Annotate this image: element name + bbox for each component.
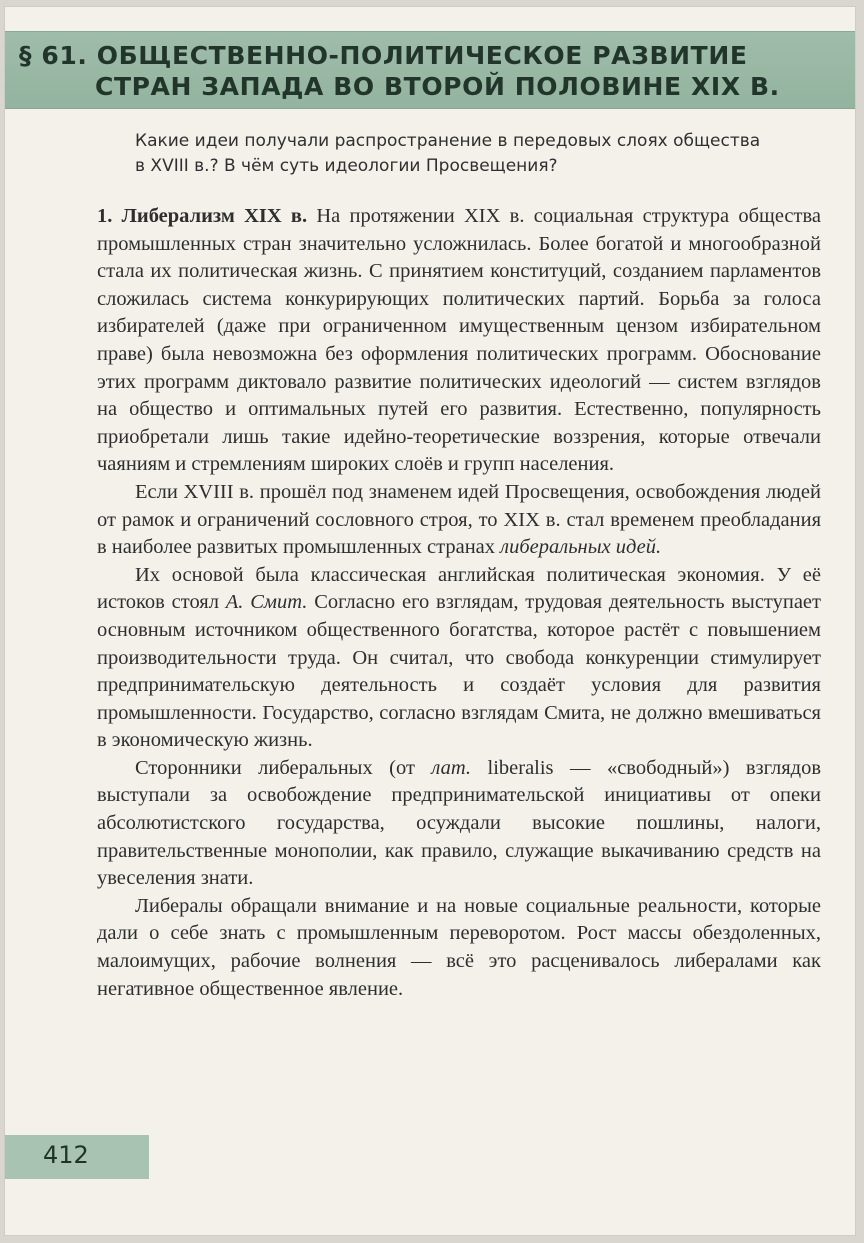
paragraph-3-text-end: Согласно его взглядам, трудовая деятельность выступает основным источником общественного богатства, которое растёт с повышением производительности труда. Он считал, что свобода конкуренции стимулирует предпринимательскую деятельность и создаёт условия для развития промышленности. Государство, согласно взглядам Смита, не должно вмешиваться в экономическую жизнь. — [97, 591, 821, 752]
chapter-title-line2: СТРАН ЗАПАДА ВО ВТОРОЙ ПОЛОВИНЕ XIX В. — [95, 72, 780, 101]
term-liberal-ideas: либеральных идей. — [500, 536, 662, 559]
abbr-latin: лат. — [431, 756, 472, 779]
chapter-header-band — [5, 31, 855, 109]
review-questions — [135, 129, 825, 179]
question-line-2: в XVIII в.? В чём суть идеологии Просвещения? — [135, 156, 558, 176]
section-body — [97, 203, 821, 1003]
paragraph-1 — [97, 203, 821, 479]
section-heading: 1. Либерализм XIX в. — [97, 205, 308, 227]
paragraph-4-text-start: Сторонники либеральных (от — [135, 756, 415, 779]
paragraph-3-text-start: Их основой была классическая английская политическая экономия. У её истоков стоял — [97, 563, 821, 614]
paragraph-2 — [97, 479, 821, 562]
page-number-band — [5, 1135, 149, 1179]
paragraph-2-text: Если XVIII в. прошёл под знаменем идей Просвещения, освобождения людей от рамок и ограничений сословного строя, то XIX в. стал временем преобладания в наиболее развитых промышленных странах — [97, 480, 821, 559]
chapter-title-line1: § 61. ОБЩЕСТВЕННО-ПОЛИТИЧЕСКОЕ РАЗВИТИЕ — [19, 41, 748, 70]
paragraph-4 — [97, 755, 821, 893]
paragraph-3 — [97, 562, 821, 755]
question-line-1: Какие идеи получали распространение в передовых слоях общества — [135, 131, 761, 151]
textbook-page — [4, 6, 856, 1236]
page-number: 412 — [43, 1141, 89, 1169]
name-smith: А. Смит. — [225, 591, 308, 614]
paragraph-4-text-end: liberalis — «свободный») взглядов выступали за освобождение предпринимательской инициативы от опеки абсолютистского государства, осуждали высокие пошлины, налоги, правительственные монополии, как правило, служащие выкачиванию средств на увеселения знати. — [97, 756, 822, 890]
paragraph-1-text: На протяжении XIX в. социальная структура общества промышленных стран значительно усложнилась. Более богатой и многообразной стала их политическая жизнь. С принятием конституций, созданием парламентов сложилась система конкурирующих политических партий. Борьба за голоса избирателей (даже при ограниченном имущественным цензом избирательном праве) была невозможна без оформления политических программ. Обоснование этих программ диктовало развитие политических идеологий — систем взглядов на общество и оптимальных путей его развития. Естественно, популярность приобретали лишь такие идейно-теоретические воззрения, которые отвечали чаяниям и стремлениям широких слоёв и групп населения. — [97, 205, 821, 476]
chapter-title — [19, 40, 839, 102]
paragraph-5: Либералы обращали внимание и на новые социальные реальности, которые дали о себе знать с промышленным переворотом. Рост массы обездоленных, малоимущих, рабочие волнения — всё это расценивалось либералами как негативное общественное явление. — [97, 894, 821, 1000]
